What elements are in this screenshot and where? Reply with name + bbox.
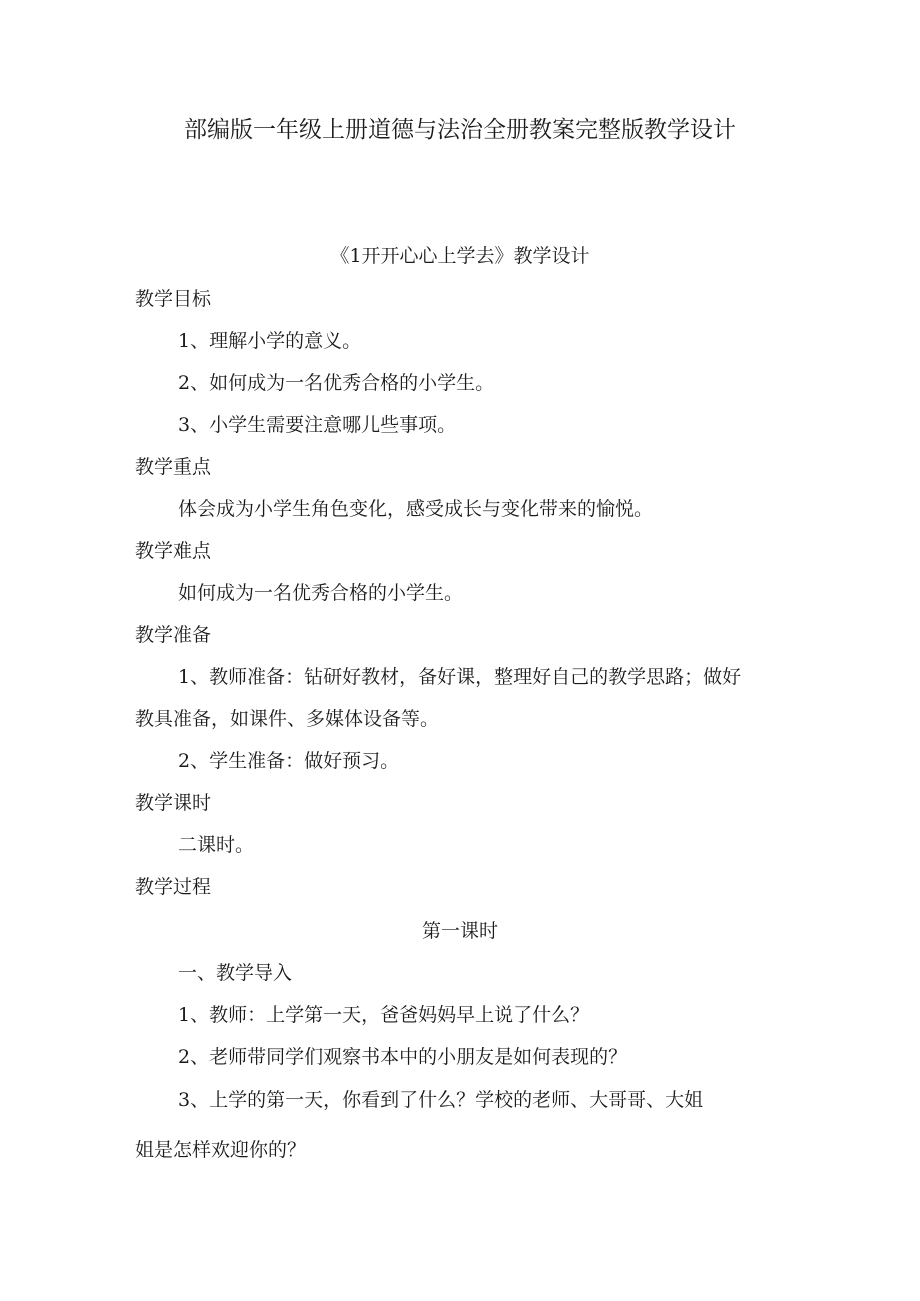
difficulty-text: 如何成为一名优秀合格的小学生。 (178, 582, 464, 604)
goal-item-1: 1、理解小学的意义。 (178, 330, 362, 352)
goal-item-3: 3、小学生需要注意哪儿些事项。 (178, 414, 457, 436)
key-points-text: 体会成为小学生角色变化，感受成长与变化带来的愉悦。 (178, 498, 654, 520)
document-title: 部编版一年级上册道德与法治全册教案完整版教学设计 (184, 117, 736, 143)
intro-item-1: 1、教师：上学第一天，爸爸妈妈早上说了什么？ (178, 1004, 590, 1026)
preparation-item-2: 2、学生准备：做好预习。 (178, 750, 400, 772)
process-heading: 教学过程 (135, 876, 212, 898)
first-lesson-heading: 第一课时 (421, 920, 498, 942)
class-hours-heading: 教学课时 (135, 792, 212, 814)
preparation-item-1-line-1: 1、教师准备：钻研好教材，备好课，整理好自己的教学思路；做好 (178, 666, 742, 688)
key-points-heading: 教学重点 (135, 456, 212, 478)
preparation-item-1-line-2: 教具准备，如课件、多媒体设备等。 (135, 708, 440, 730)
intro-item-3-line-1: 3、上学的第一天，你看到了什么？学校的老师、大哥哥、大姐 (178, 1089, 704, 1111)
intro-item-3-line-2: 姐是怎样欢迎你的？ (135, 1139, 307, 1161)
preparation-heading: 教学准备 (135, 624, 212, 646)
goal-item-2: 2、如何成为一名优秀合格的小学生。 (178, 372, 495, 394)
lesson-title: 《1开开心心上学去》教学设计 (330, 245, 590, 267)
intro-heading: 一、教学导入 (178, 962, 293, 984)
intro-item-2: 2、老师带同学们观察书本中的小朋友是如何表现的？ (178, 1046, 628, 1068)
goals-heading: 教学目标 (135, 288, 212, 310)
class-hours-text: 二课时。 (178, 834, 255, 856)
difficulty-heading: 教学难点 (135, 540, 212, 562)
